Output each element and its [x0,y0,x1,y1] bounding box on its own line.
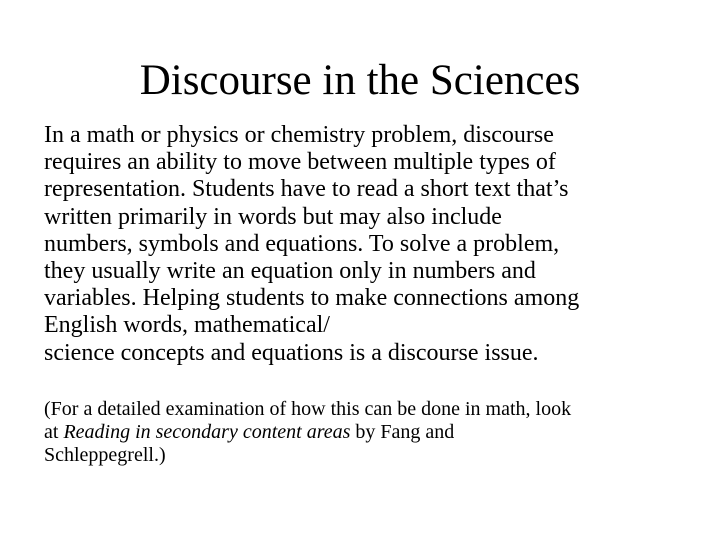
body-line: representation. Students have to read a short text that’s [44,176,569,203]
note-line: (For a detailed examination of how this can be done in math, look [44,398,572,420]
body-line: science concepts and equations is a discourse issue. [44,339,539,366]
body-line: numbers, symbols and equations. To solve a problem, [44,230,560,257]
book-title: Reading in secondary content areas [63,421,351,443]
body-line: variables. Helping students to make connections among [44,285,580,312]
body-line: written primarily in words but may also include [44,203,502,230]
slide-body [44,122,694,367]
body-line: English words, mathematical/ [44,312,330,339]
note-line: Schleppegrell.) [44,444,166,466]
note-line [44,421,694,444]
body-line: In a math or physics or chemistry problem, discourse [44,122,554,148]
reference-note [44,398,694,467]
note-suffix: by Fang and [350,421,455,443]
slide-title: Discourse in the Sciences [139,57,581,104]
body-line: they usually write an equation only in numbers and [44,258,536,285]
note-prefix: at [44,421,64,443]
body-line: requires an ability to move between multiple types of [44,149,556,176]
